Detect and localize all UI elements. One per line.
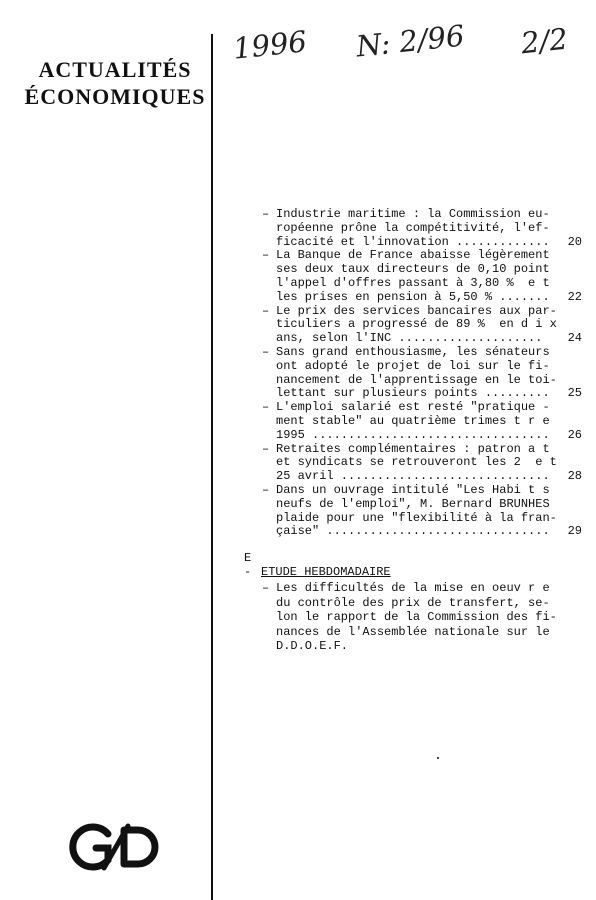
- handwritten-page: 2/2: [519, 21, 570, 61]
- toc-entry-line: Retraites complémentaires : patron a t: [276, 441, 550, 456]
- handwritten-number: N: 2/96: [354, 18, 466, 64]
- entry-dash: –: [262, 482, 270, 497]
- toc-entry-line: plaide pour une "flexibilité à la fran-: [276, 510, 557, 525]
- toc-entry-line: 25 avril .............................: [276, 469, 550, 484]
- toc-entry: [262, 443, 582, 484]
- section-letter: E -: [244, 551, 252, 579]
- section-heading: [244, 551, 391, 579]
- toc-page-number: 29: [567, 524, 582, 539]
- entry-dash: –: [262, 344, 270, 359]
- toc-entry-line: Sans grand enthousiasme, les sénateurs: [276, 344, 550, 359]
- toc-entry-line: Industrie maritime : la Commission eu-: [276, 207, 550, 221]
- toc-page-number: 25: [567, 386, 582, 401]
- toc-entry-line: neufs de l'emploi", M. Bernard BRUNHES: [276, 496, 550, 511]
- toc-entry-line: La Banque de France abaisse légèrement: [276, 248, 550, 263]
- vertical-rule: [211, 34, 213, 900]
- toc-entry-line: Dans un ouvrage intitulé "Les Habi t s: [276, 482, 550, 497]
- toc-entry-line: ment stable" au quatrième trimes t r e: [276, 413, 550, 428]
- handwritten-year: 1996: [231, 24, 309, 66]
- toc-entry-line: nancement de l'apprentissage en le toi-: [276, 372, 557, 387]
- entry-dash: –: [262, 248, 270, 263]
- entry-dash: –: [262, 207, 270, 221]
- masthead: [20, 56, 210, 110]
- entry-dash: –: [262, 303, 270, 318]
- gd-logo: [64, 820, 168, 874]
- toc-entry: [262, 401, 582, 442]
- study-entry: [262, 581, 562, 654]
- toc-entry-line: ticuliers a progressé de 89 % en d i x: [276, 317, 557, 332]
- study-text: [276, 581, 562, 654]
- toc-entry: [262, 249, 582, 304]
- toc-page-number: 28: [567, 469, 582, 484]
- stray-dot: [437, 757, 439, 759]
- toc-entry-line: ropéenne prône la compétitivité, l'ef-: [276, 220, 550, 235]
- toc-entry-line: 1995 .................................: [276, 427, 550, 442]
- toc-entry-line: l'appel d'offres passant à 3,80 % e t: [276, 275, 550, 290]
- toc-entry-line: ont adopté le projet de loi sur le fi-: [276, 358, 550, 373]
- toc-entry-line: ses deux taux directeurs de 0,10 point: [276, 262, 550, 277]
- toc-entry: [262, 208, 582, 249]
- toc-entry-line: lettant sur plusieurs points .........: [276, 386, 550, 401]
- toc-page-number: 26: [567, 427, 582, 442]
- toc-entry-line: les prises en pension à 5,50 % .......: [276, 289, 550, 304]
- masthead-line-2: ÉCONOMIQUES: [24, 84, 206, 109]
- entry-dash: –: [262, 441, 270, 456]
- toc-page-number: 20: [567, 234, 582, 249]
- toc-entry: [262, 305, 582, 346]
- study-line: D.D.O.E.F.: [276, 639, 349, 653]
- toc-page-number: 24: [567, 331, 582, 346]
- table-of-contents: [262, 208, 582, 539]
- toc-entry-line: ficacité et l'innovation .............: [276, 234, 550, 249]
- toc-page-number: 22: [567, 289, 582, 304]
- weekly-study: [262, 581, 562, 654]
- entry-dash: –: [262, 581, 270, 595]
- study-line: du contrôle des prix de transfert, se-: [276, 595, 550, 610]
- entry-dash: –: [262, 400, 270, 415]
- toc-entry: [262, 346, 582, 401]
- toc-entry-line: Le prix des services bancaires aux par-: [276, 303, 557, 318]
- study-line: lon le rapport de la Commission des fi-: [276, 610, 557, 624]
- masthead-line-1: ACTUALITÉS: [38, 57, 192, 82]
- toc-entry-line: ans, selon l'INC ....................: [276, 331, 543, 346]
- study-line: nances de l'Assemblée nationale sur le: [276, 624, 550, 639]
- toc-entry: [262, 484, 582, 539]
- study-line: Les difficultés de la mise en oeuv r e: [276, 581, 550, 595]
- section-title: ETUDE HEBDOMADAIRE: [261, 565, 391, 579]
- toc-entry-line: et syndicats se retrouveront les 2 e t: [276, 455, 557, 470]
- toc-entry-line: çaise" ...............................: [276, 524, 550, 539]
- toc-entry-line: L'emploi salarié est resté "pratique -: [276, 400, 550, 415]
